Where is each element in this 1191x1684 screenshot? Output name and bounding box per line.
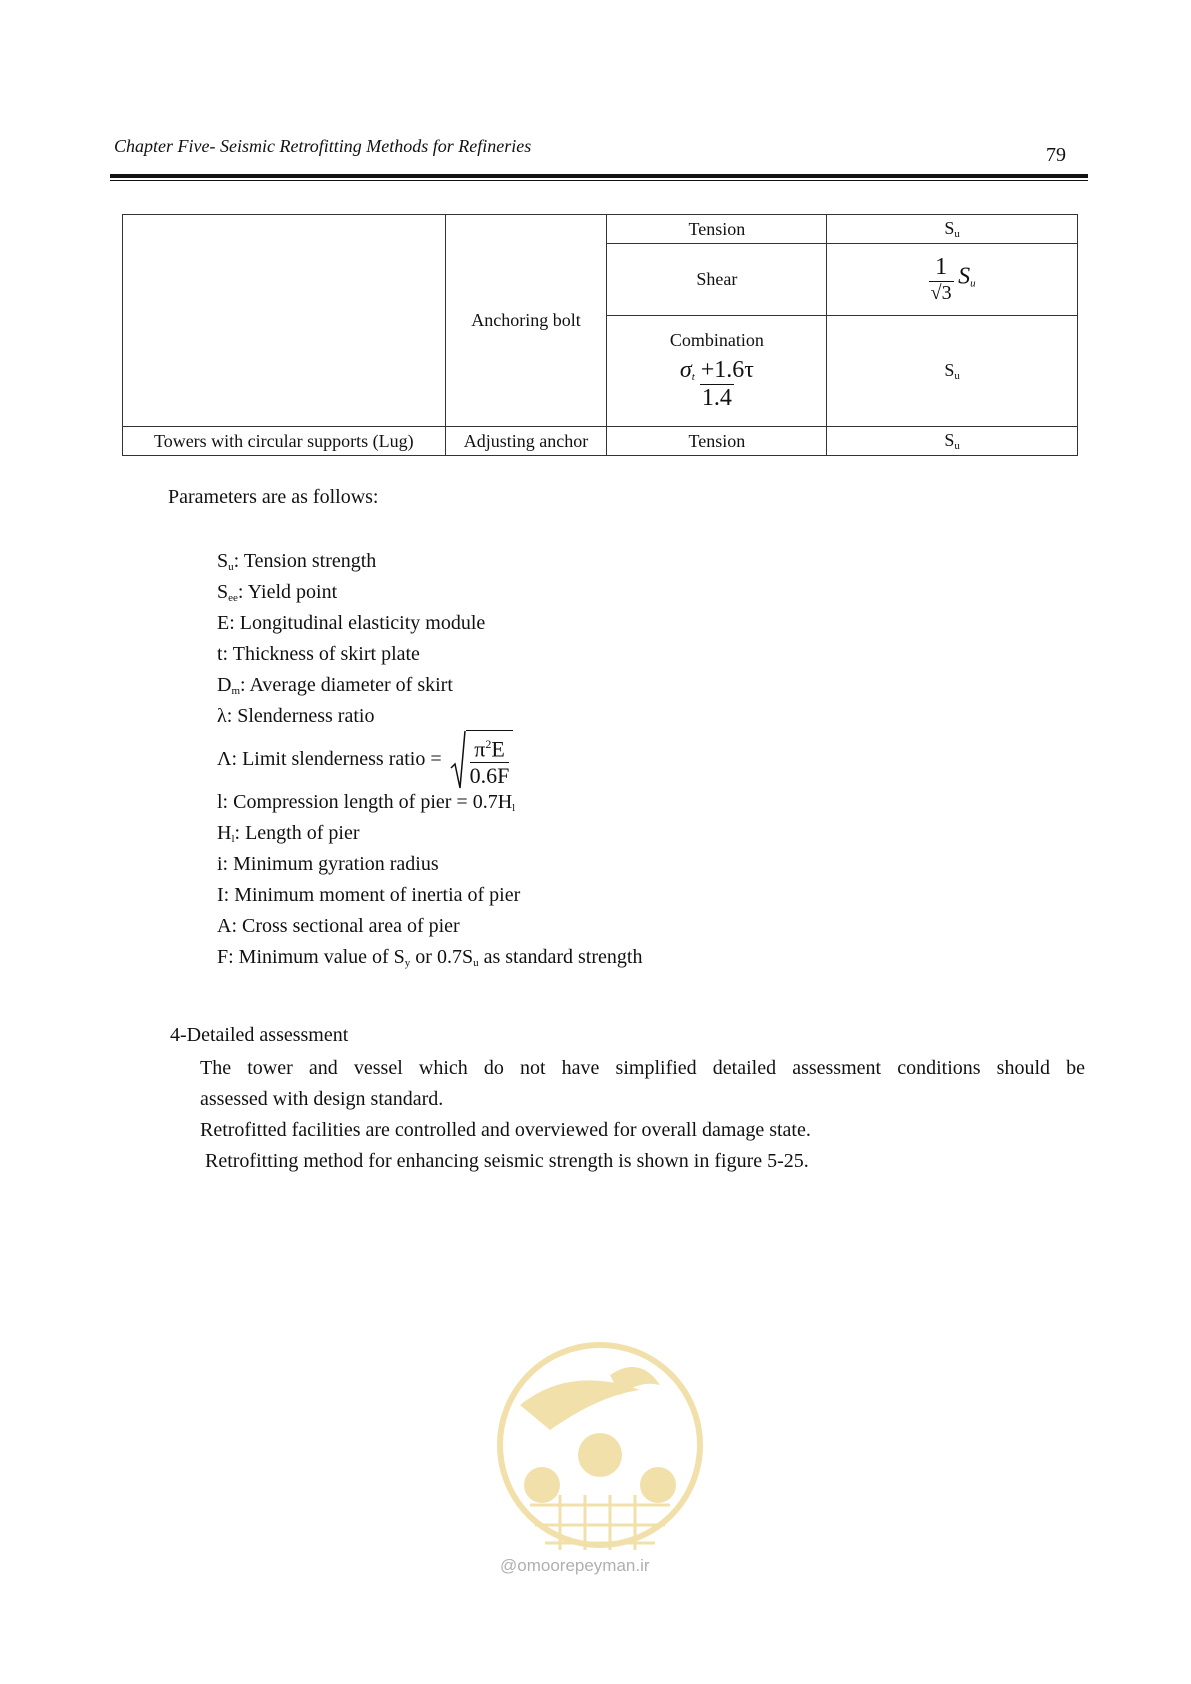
list-item: l: Compression length of pier = $0.7H_l$: [217, 791, 516, 814]
shear-fraction: $\frac{1}{√3}$: [930, 254, 952, 304]
table-cell-towers: Towers with circular supports (Lug): [123, 427, 446, 456]
list-item: $S_{ee}$: Yield point: [217, 581, 338, 604]
table-row: [123, 427, 1078, 456]
table-cell-shear: Shear: [607, 244, 827, 316]
paragraph: Retrofitting method for enhancing seismic strength is shown in figure 5-25.: [205, 1150, 809, 1172]
parameter-list: [217, 546, 642, 973]
radical-expression: $\pi^2E$ 0.6F: [450, 730, 514, 790]
list-item: t: Thickness of skirt plate: [217, 643, 420, 665]
table-cell-tension: Tension: [607, 215, 827, 244]
list-item: F: Minimum value of $S_y$ or $0.7S_u$ as standard strength: [217, 946, 643, 969]
page-number: 79: [1046, 144, 1066, 166]
watermark-text: @omoorepeyman.ir: [500, 1556, 650, 1575]
table-cell-su: $S_u$: [827, 215, 1078, 244]
table-cell-combination: Combination $\frac{\sigma_t +1.6\tau}{1.4}$: [607, 316, 827, 427]
section-title: 4-Detailed assessment: [170, 1024, 349, 1046]
table-cell-su: $S_u$: [827, 316, 1078, 427]
list-item: I: Minimum moment of inertia of pier: [217, 884, 521, 906]
list-item: A: Cross sectional area of pier: [217, 915, 460, 937]
table-cell-shear-formula: $\frac{1}{√3}$ $S_u$: [827, 244, 1078, 316]
paragraph: The tower and vessel which do not have simplified detailed assessment conditions should be assessed with design standard.: [200, 1057, 1085, 1110]
parameters-intro: Parameters are as follows:: [168, 486, 379, 508]
header-rule-thin: [110, 180, 1088, 181]
table-cell-empty: [123, 215, 446, 427]
list-item: Λ : Limit slenderness ratio = $\pi^2E$ 0.6F: [217, 732, 642, 787]
strength-table: [122, 214, 1078, 456]
paragraph: Retrofitted facilities are controlled and overviewed for overall damage state.: [200, 1119, 811, 1141]
table-row: [123, 215, 1078, 244]
list-item: λ: Slenderness ratio: [217, 705, 375, 727]
list-item: E: Longitudinal elasticity module: [217, 612, 486, 634]
combination-fraction: $\frac{\sigma_t +1.6\tau}{1.4}$: [679, 357, 754, 411]
table-cell-su: $S_u$: [827, 427, 1078, 456]
header-rule-thick: [110, 174, 1088, 178]
table-cell-anchoring-bolt: Anchoring bolt: [445, 215, 607, 427]
list-item: $H_l$: Length of pier: [217, 822, 360, 845]
table-cell-adjusting-anchor: Adjusting anchor: [445, 427, 607, 456]
header-title: Chapter Five- Seismic Retrofitting Methods for Refineries: [114, 136, 532, 156]
list-item: $D_m$: Average diameter of skirt: [217, 674, 453, 697]
radical-sign-icon: [450, 730, 466, 790]
list-item: $S_u$: Tension strength: [217, 550, 377, 573]
table-cell-tension: Tension: [607, 427, 827, 456]
list-item: i: Minimum gyration radius: [217, 853, 439, 875]
